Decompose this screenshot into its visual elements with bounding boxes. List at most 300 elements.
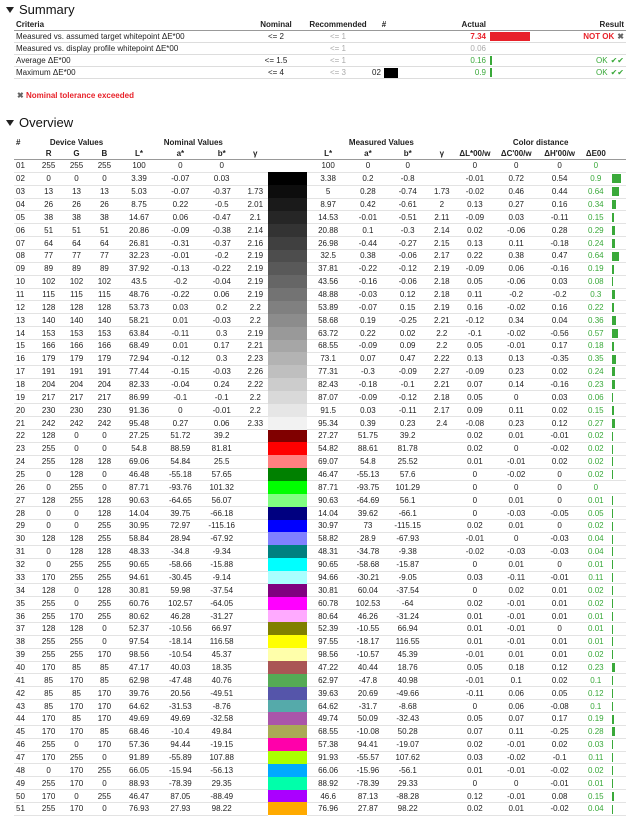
delta-e-bar [610,635,626,648]
index-cell: 16 [14,352,35,365]
index-cell: 34 [14,584,35,597]
num-cell [370,43,398,55]
nominal-l: 100 [118,160,159,173]
nominal-l: 46.47 [118,790,159,803]
delta-e-bar [610,738,626,751]
nominal-b: -9.14 [201,571,242,584]
nominal-b: 18.35 [201,661,242,674]
nominal-b: 81.81 [201,442,242,455]
measured-l: 91.5 [307,404,348,417]
nominal-l: 72.94 [118,352,159,365]
measured-gamma: 2.14 [428,224,455,237]
delta-h: 0.01 [538,584,581,597]
nominal-a: 0.06 [160,211,201,224]
delta-c: 0.27 [495,198,538,211]
delta-l: 0 [455,468,494,481]
measured-a: -10.57 [349,648,387,661]
nominal-gamma: 2.19 [242,327,268,340]
nominal-gamma [242,764,268,777]
device-r: 255 [35,442,63,455]
delta-l: -0.02 [455,545,494,558]
table-row [14,185,626,198]
index-cell: 24 [14,455,35,468]
measured-gamma [428,764,455,777]
measured-l: 49.74 [307,712,348,725]
col-g: G [63,148,91,160]
delta-e-bar-fill [612,252,618,261]
nominal-l: 48.76 [118,288,159,301]
nominal-a: 102.57 [160,597,201,610]
delta-c: -0.01 [495,455,538,468]
delta-e-bar [610,211,626,224]
nominal-gamma [242,507,268,520]
table-row [14,301,626,314]
index-cell: 49 [14,777,35,790]
measured-a: -0.03 [349,288,387,301]
nominal-gamma: 2.19 [242,262,268,275]
delta-e: 0.27 [581,417,610,430]
device-g: 77 [63,250,91,263]
delta-e-bar-fill [612,290,615,299]
nominal-a: -47.48 [160,674,201,687]
measured-l: 27.27 [307,430,348,443]
index-cell: 10 [14,275,35,288]
delta-e-bar [610,237,626,250]
measured-l: 62.97 [307,674,348,687]
nominal-gamma [242,674,268,687]
measured-gamma: 2.2 [428,327,455,340]
measured-l: 68.55 [307,725,348,738]
delta-h: 0.02 [538,738,581,751]
device-g: 0 [63,507,91,520]
nominal-gamma [242,442,268,455]
index-cell: 44 [14,712,35,725]
nominal-a: -0.04 [160,378,201,391]
delta-e-bar-fill [612,380,614,389]
device-r: 0 [35,507,63,520]
nominal-gamma: 2.14 [242,224,268,237]
delta-e-bar-fill [612,226,615,235]
num-cell [370,55,398,67]
delta-l: -0.08 [455,417,494,430]
device-g: 26 [63,198,91,211]
delta-e-bar [610,340,626,353]
delta-h: -0.56 [538,327,581,340]
nominal-gamma [242,494,268,507]
nominal-cell: <= 4 [246,67,306,79]
index-cell: 50 [14,790,35,803]
measured-a: -0.44 [349,237,387,250]
nominal-b: -88.49 [201,790,242,803]
group-color-distance: Color distance [512,138,569,147]
delta-c: 0.23 [495,417,538,430]
device-r: 191 [35,365,63,378]
index-cell: 38 [14,635,35,648]
color-swatch [268,391,307,404]
nominal-l: 48.33 [118,545,159,558]
measured-l: 43.56 [307,275,348,288]
nominal-b: -0.04 [201,275,242,288]
color-swatch [268,635,307,648]
measured-l: 30.97 [307,520,348,533]
delta-l: -0.01 [455,532,494,545]
delta-l: 0.03 [455,571,494,584]
measured-b: -0.74 [387,185,428,198]
device-g: 85 [63,687,91,700]
device-b: 0 [90,481,118,494]
measured-a: 20.69 [349,687,387,700]
delta-e-bar [610,185,626,198]
nominal-l: 82.33 [118,378,159,391]
nominal-gamma: 2.2 [242,391,268,404]
device-r: 255 [35,738,63,751]
device-r: 26 [35,198,63,211]
color-swatch [268,185,307,198]
nominal-l: 46.48 [118,468,159,481]
delta-l: 0 [455,700,494,713]
device-b: 128 [90,455,118,468]
measured-l: 54.82 [307,442,348,455]
col-delta-h: ΔH'00/w [538,148,581,160]
measured-b: -56.1 [387,764,428,777]
color-swatch [268,224,307,237]
delta-h: 0.01 [538,635,581,648]
delta-c: -0.06 [495,275,538,288]
color-swatch [268,584,307,597]
delta-l: -0.01 [455,674,494,687]
table-row [14,455,626,468]
nominal-b: -0.5 [201,198,242,211]
device-b: 128 [90,584,118,597]
measured-l: 14.53 [307,211,348,224]
delta-l: 0.01 [455,455,494,468]
measured-l: 20.88 [307,224,348,237]
nominal-b: 0.17 [201,340,242,353]
col-r: R [35,148,63,160]
delta-c: 0.06 [495,700,538,713]
nominal-b: -49.51 [201,687,242,700]
result-label: OK [596,56,608,65]
nominal-l: 60.76 [118,597,159,610]
delta-h: -0.03 [538,532,581,545]
measured-l: 68.55 [307,340,348,353]
device-r: 255 [35,610,63,623]
measured-gamma [428,751,455,764]
collapse-triangle-icon[interactable] [6,120,14,126]
nominal-b: -0.47 [201,211,242,224]
delta-e-bar [610,442,626,455]
measured-a: -55.57 [349,751,387,764]
measured-b: -0.27 [387,237,428,250]
measured-a: -93.75 [349,481,387,494]
color-swatch [268,545,307,558]
col-criteria: Criteria [14,19,246,31]
delta-e: 0.01 [581,635,610,648]
delta-e-bar-fill [612,470,613,479]
measured-gamma: 2.27 [428,365,455,378]
delta-e-bar-fill [612,599,613,608]
measured-l: 32.5 [307,250,348,263]
collapse-triangle-icon[interactable] [6,7,14,13]
measured-a: 0.42 [349,198,387,211]
summary-heading[interactable]: Summary [4,2,75,17]
device-b: 102 [90,275,118,288]
nominal-a: -34.8 [160,545,201,558]
measured-a: -0.16 [349,275,387,288]
delta-e-bar [610,378,626,391]
overview-table [14,137,626,816]
delta-h: -0.16 [538,378,581,391]
table-row [14,275,626,288]
table-row [14,365,626,378]
nominal-l: 88.93 [118,777,159,790]
device-r: 255 [35,455,63,468]
index-cell: 18 [14,378,35,391]
measured-l: 88.92 [307,777,348,790]
col-measured-a: a* [349,148,387,160]
nominal-gamma [242,610,268,623]
delta-e: 0.23 [581,661,610,674]
measured-b: 0.15 [387,301,428,314]
color-swatch [268,532,307,545]
actual-cell: 0.06 [398,43,488,55]
delta-e: 0.57 [581,327,610,340]
measured-l: 26.98 [307,237,348,250]
col-nominal-l: L* [118,148,159,160]
nominal-a: 72.97 [160,520,201,533]
index-cell: 35 [14,597,35,610]
table-row [14,790,626,803]
delta-h: -0.11 [538,211,581,224]
criteria-cell: Maximum ΔE*00 [14,67,246,79]
delta-c: 0.11 [495,725,538,738]
nominal-gamma: 2.26 [242,365,268,378]
measured-gamma [428,430,455,443]
device-g: 170 [63,725,91,738]
measured-b: -0.61 [387,198,428,211]
delta-e-bar [610,648,626,661]
delta-e-bar [610,250,626,263]
measured-a: -0.01 [349,211,387,224]
device-r: 170 [35,661,63,674]
measured-b: -9.38 [387,545,428,558]
delta-h: 0.28 [538,224,581,237]
measured-b: 45.39 [387,648,428,661]
color-swatch [268,211,307,224]
delta-l: 0 [455,494,494,507]
device-b: 255 [90,610,118,623]
measured-l: 87.07 [307,391,348,404]
nominal-gamma [242,532,268,545]
measured-b: 25.52 [387,455,428,468]
delta-l: 0 [455,584,494,597]
nominal-gamma [242,584,268,597]
table-row [14,314,626,327]
measured-gamma [428,610,455,623]
delta-h: -0.02 [538,802,581,815]
index-cell: 36 [14,610,35,623]
delta-l: 0 [455,558,494,571]
measured-gamma [428,455,455,468]
nominal-l: 86.99 [118,391,159,404]
delta-e-bar-fill [612,342,614,351]
delta-e-bar-fill [612,419,615,428]
table-row [14,417,626,430]
measured-b: 56.1 [387,494,428,507]
measured-b: 107.62 [387,751,428,764]
nominal-cell [246,43,306,55]
delta-e-bar-fill [612,174,621,183]
nominal-b: -37.54 [201,584,242,597]
summary-table [14,19,626,79]
nominal-a: 0.03 [160,301,201,314]
col-delta-l: ΔL*00/w [455,148,494,160]
device-r: 85 [35,674,63,687]
index-cell: 28 [14,507,35,520]
nominal-l: 53.73 [118,301,159,314]
color-swatch [268,327,307,340]
device-g: 0 [63,172,91,185]
nominal-b: -0.37 [201,237,242,250]
delta-e: 0.04 [581,802,610,815]
delta-e: 0.3 [581,288,610,301]
delta-e-bar [610,687,626,700]
color-swatch [268,558,307,571]
measured-a: -31.7 [349,700,387,713]
measured-a: -0.09 [349,340,387,353]
measured-gamma [428,661,455,674]
index-cell: 25 [14,468,35,481]
table-row [14,687,626,700]
delta-h: -0.2 [538,288,581,301]
device-r: 85 [35,700,63,713]
summary-row [14,31,626,43]
nominal-a: -58.66 [160,558,201,571]
nominal-gamma [242,661,268,674]
table-row [14,674,626,687]
color-swatch [268,352,307,365]
measured-a: -10.55 [349,622,387,635]
delta-e: 0.9 [581,172,610,185]
device-g: 0 [63,442,91,455]
delta-e-bar [610,468,626,481]
delta-e-bar-fill [612,560,613,569]
nominal-b: -8.76 [201,700,242,713]
measured-gamma [428,584,455,597]
measured-b: 57.6 [387,468,428,481]
recommended-cell: <= 1 [306,43,370,55]
nominal-b: 0.24 [201,378,242,391]
measured-l: 14.04 [307,507,348,520]
measured-b: 116.55 [387,635,428,648]
delta-h: 0.02 [538,674,581,687]
device-r: 77 [35,250,63,263]
device-r: 170 [35,725,63,738]
measured-a: 54.8 [349,455,387,468]
device-r: 38 [35,211,63,224]
device-b: 140 [90,314,118,327]
delta-l: 0.02 [455,597,494,610]
nominal-gamma [242,468,268,481]
measured-l: 95.34 [307,417,348,430]
measured-gamma [428,725,455,738]
nominal-b: -0.22 [201,262,242,275]
device-b: 128 [90,545,118,558]
delta-e: 0 [581,160,610,173]
measured-l: 90.65 [307,558,348,571]
overview-heading[interactable]: Overview [4,115,73,130]
index-cell: 04 [14,198,35,211]
device-r: 255 [35,160,63,173]
device-b: 0 [90,468,118,481]
table-row [14,558,626,571]
measured-l: 37.81 [307,262,348,275]
index-cell: 02 [14,172,35,185]
nominal-b: -0.1 [201,391,242,404]
device-b: 115 [90,288,118,301]
delta-c: 0.11 [495,404,538,417]
color-swatch [268,172,307,185]
col-nominal: Nominal [246,19,306,31]
device-b: 217 [90,391,118,404]
nominal-a: 49.69 [160,712,201,725]
nominal-l: 14.67 [118,211,159,224]
delta-e-bar [610,404,626,417]
index-cell: 47 [14,751,35,764]
color-swatch [268,430,307,443]
delta-e: 0.02 [581,455,610,468]
index-cell: 48 [14,764,35,777]
device-g: 128 [63,301,91,314]
nominal-b: 101.32 [201,481,242,494]
delta-e-bar-fill [612,535,613,544]
measured-l: 58.82 [307,532,348,545]
nominal-l: 52.37 [118,622,159,635]
nominal-gamma [242,687,268,700]
device-g: 128 [63,622,91,635]
nominal-l: 94.61 [118,571,159,584]
nominal-gamma: 2.19 [242,288,268,301]
table-row [14,764,626,777]
nominal-a: -0.15 [160,365,201,378]
delta-e: 0.1 [581,674,610,687]
device-b: 255 [90,597,118,610]
delta-l: 0.16 [455,301,494,314]
delta-h: 0 [538,468,581,481]
measured-b: -32.43 [387,712,428,725]
delta-e: 0.02 [581,764,610,777]
x-icon: ✖ [17,91,24,100]
delta-e-bar [610,481,626,494]
delta-e-bar [610,288,626,301]
nominal-a: 51.72 [160,430,201,443]
delta-e-bar [610,751,626,764]
table-row [14,610,626,623]
color-swatch [268,442,307,455]
nominal-b: -19.15 [201,738,242,751]
device-r: 0 [35,172,63,185]
index-cell: 51 [14,802,35,815]
nominal-gamma: 2.19 [242,250,268,263]
index-cell: 30 [14,532,35,545]
measured-b: -67.93 [387,532,428,545]
device-g: 85 [63,712,91,725]
delta-h: -0.1 [538,751,581,764]
nominal-b: 25.5 [201,455,242,468]
measured-a: 0.39 [349,417,387,430]
index-cell: 15 [14,340,35,353]
measured-gamma: 2 [428,198,455,211]
